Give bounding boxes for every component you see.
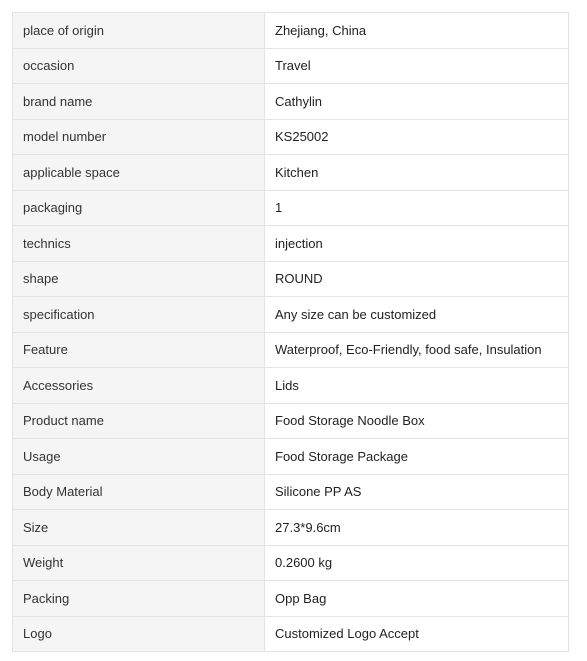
spec-label: applicable space xyxy=(13,155,265,191)
table-row xyxy=(13,510,569,546)
spec-label: Logo xyxy=(13,616,265,652)
spec-value: ROUND xyxy=(265,261,569,297)
spec-label: place of origin xyxy=(13,13,265,49)
spec-label: specification xyxy=(13,297,265,333)
table-row xyxy=(13,48,569,84)
spec-label: Usage xyxy=(13,439,265,475)
spec-label: packaging xyxy=(13,190,265,226)
spec-value: 1 xyxy=(265,190,569,226)
spec-label: Body Material xyxy=(13,474,265,510)
spec-table-body xyxy=(13,13,569,652)
spec-value: Lids xyxy=(265,368,569,404)
table-row xyxy=(13,474,569,510)
table-row xyxy=(13,13,569,49)
spec-value: 27.3*9.6cm xyxy=(265,510,569,546)
table-row xyxy=(13,226,569,262)
table-row xyxy=(13,616,569,652)
spec-value: Waterproof, Eco-Friendly, food safe, Insulation xyxy=(265,332,569,368)
spec-value: Zhejiang, China xyxy=(265,13,569,49)
spec-value: Any size can be customized xyxy=(265,297,569,333)
table-row xyxy=(13,297,569,333)
spec-value: injection xyxy=(265,226,569,262)
spec-label: occasion xyxy=(13,48,265,84)
table-row xyxy=(13,261,569,297)
table-row xyxy=(13,84,569,120)
spec-value: KS25002 xyxy=(265,119,569,155)
spec-label: Feature xyxy=(13,332,265,368)
spec-label: shape xyxy=(13,261,265,297)
spec-value: Opp Bag xyxy=(265,581,569,617)
spec-value: Food Storage Package xyxy=(265,439,569,475)
table-row xyxy=(13,403,569,439)
spec-label: Weight xyxy=(13,545,265,581)
table-row xyxy=(13,439,569,475)
table-row xyxy=(13,190,569,226)
table-row xyxy=(13,368,569,404)
table-row xyxy=(13,155,569,191)
spec-value: 0.2600 kg xyxy=(265,545,569,581)
spec-label: model number xyxy=(13,119,265,155)
spec-value: Food Storage Noodle Box xyxy=(265,403,569,439)
spec-value: Kitchen xyxy=(265,155,569,191)
table-row xyxy=(13,332,569,368)
table-row xyxy=(13,581,569,617)
table-row xyxy=(13,119,569,155)
spec-value: Cathylin xyxy=(265,84,569,120)
spec-value: Customized Logo Accept xyxy=(265,616,569,652)
spec-value: Silicone PP AS xyxy=(265,474,569,510)
spec-label: Accessories xyxy=(13,368,265,404)
spec-label: Product name xyxy=(13,403,265,439)
spec-label: brand name xyxy=(13,84,265,120)
spec-value: Travel xyxy=(265,48,569,84)
spec-label: technics xyxy=(13,226,265,262)
table-row xyxy=(13,545,569,581)
spec-label: Packing xyxy=(13,581,265,617)
spec-label: Size xyxy=(13,510,265,546)
product-spec-table xyxy=(12,12,569,652)
